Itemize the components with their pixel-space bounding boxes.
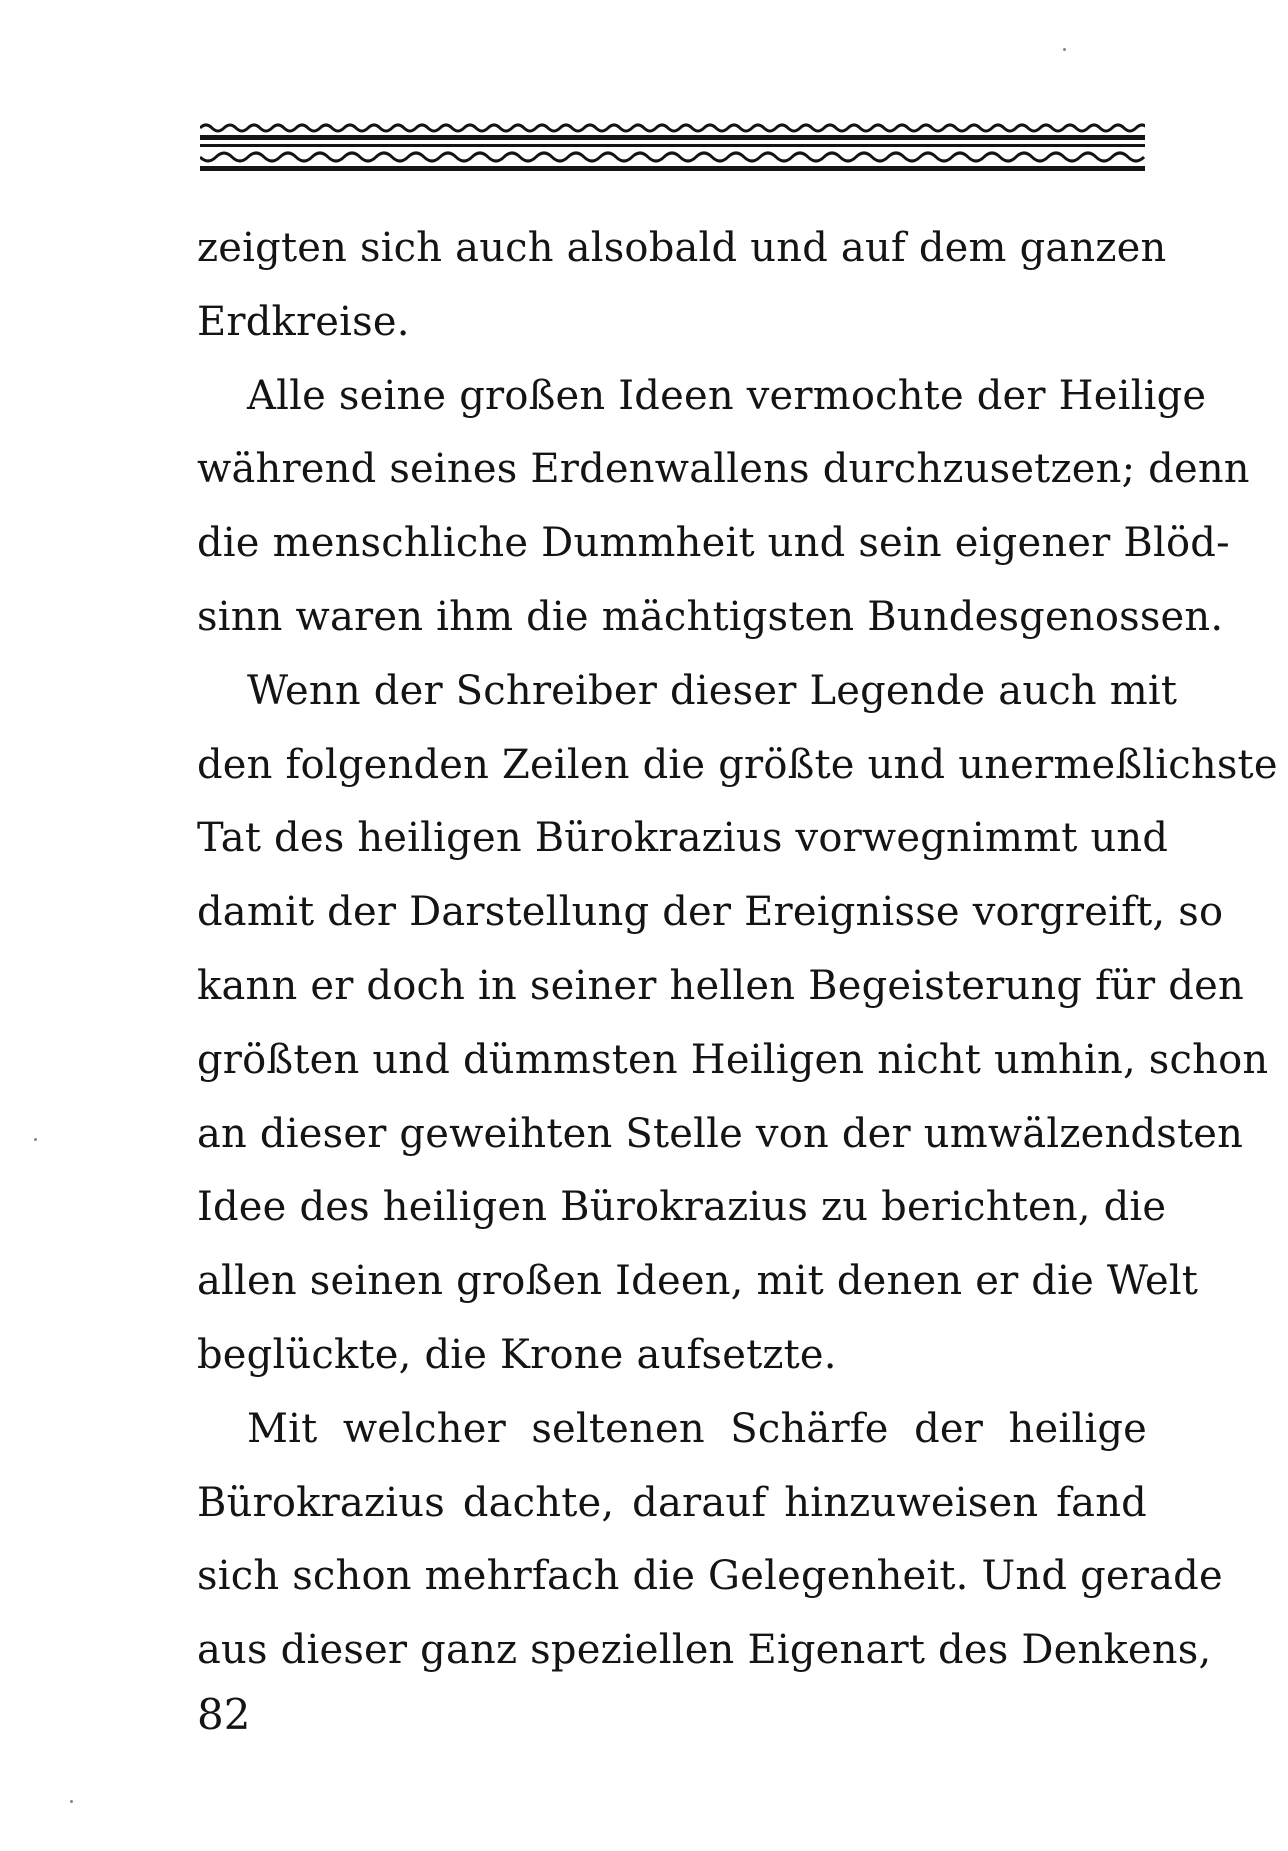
ornament-wave-top [200,125,1145,131]
paper-speck [70,1800,73,1803]
text-line: den folgenden Zeilen die größte und unermeßlichste [197,741,1278,788]
text-line: sich schon mehrfach die Gelegenheit. Und gerade [197,1553,1223,1600]
paper-speck [34,1138,37,1141]
text-line: Idee des heiligen Bürokrazius zu berichten, die [197,1184,1167,1231]
body-text [197,212,1278,1688]
text-line: größten und dümmsten Heiligen nicht umhin, schon [197,1036,1269,1083]
text-line: beglückte, die Krone aufsetzte. [197,1331,837,1378]
text-line: Tat des heiligen Bürokrazius vorwegnimmt und [197,815,1169,862]
text-line: an dieser geweihten Stelle von der umwälzendsten [197,1110,1244,1157]
text-line: Wenn der Schreiber dieser Legende auch mit [247,667,1178,714]
header-ornament [200,120,1145,172]
ornament-rule-3 [200,166,1145,171]
text-line: sinn waren ihm die mächtigsten Bundesgenossen. [197,593,1224,640]
text-line: Mit welcher seltenen Schärfe der heilige [247,1405,1147,1452]
text-line: Alle seine großen Ideen vermochte der Heilige [247,372,1207,419]
text-line: aus dieser ganz speziellen Eigenart des Denkens, [197,1627,1212,1674]
text-line: die menschliche Dummheit und sein eigener Blöd- [197,520,1230,567]
text-line: während seines Erdenwallens durchzusetzen; denn [197,446,1250,493]
text-line: kann er doch in seiner hellen Begeisterung für den [197,962,1244,1009]
paper-speck [1063,48,1066,51]
page-number: 82 [197,1690,251,1739]
ornament-rule-1 [200,135,1145,140]
text-line: Erdkreise. [197,298,410,345]
text-line: allen seinen großen Ideen, mit denen er die Welt [197,1258,1199,1305]
ornament-wave-bottom [200,153,1144,161]
text-line: Bürokrazius dachte, darauf hinzuweisen fand [197,1479,1147,1526]
text-line: zeigten sich auch alsobald und auf dem ganzen [197,225,1167,271]
text-line: damit der Darstellung der Ereignisse vorgreift, so [197,889,1224,936]
ornament-rule-2 [200,144,1145,147]
